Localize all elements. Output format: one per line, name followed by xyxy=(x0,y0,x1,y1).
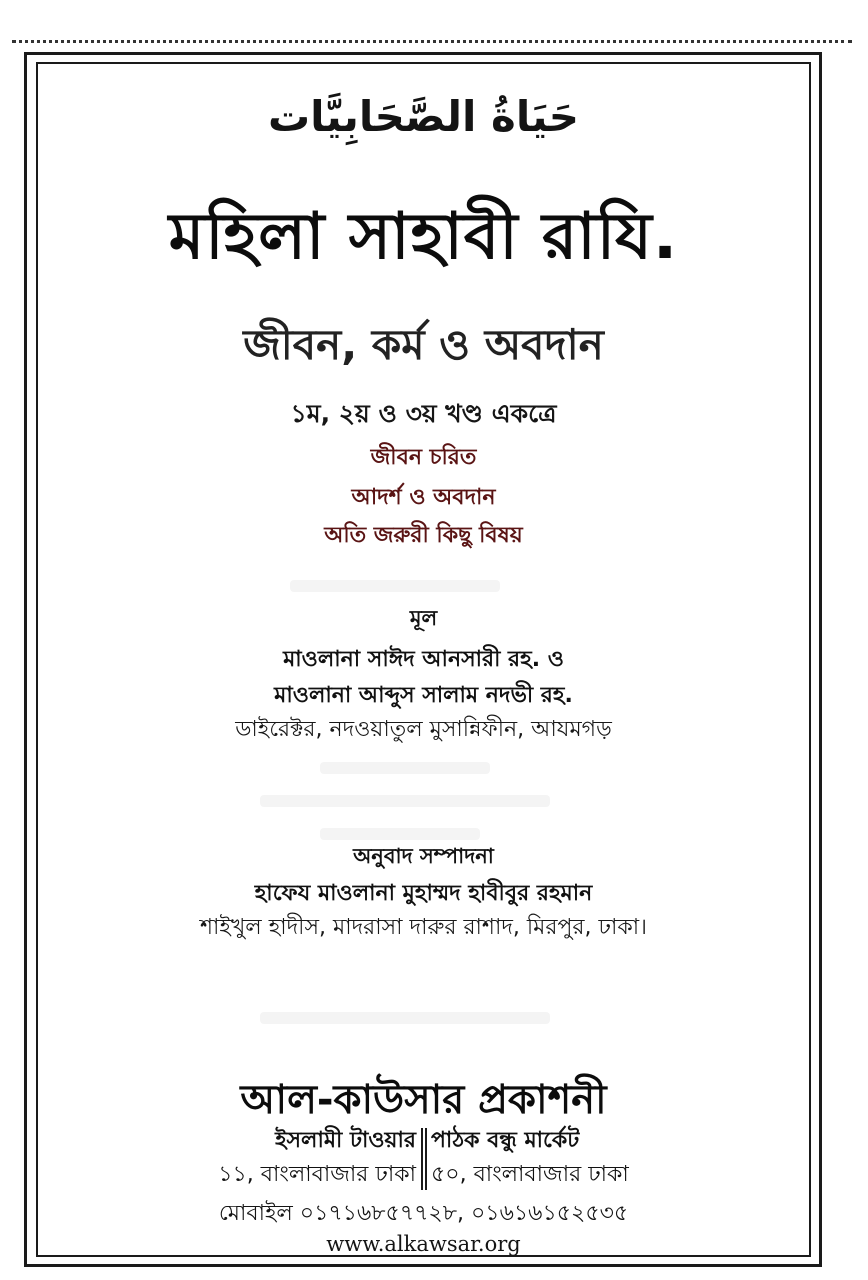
bleed-through-mark xyxy=(260,1012,550,1024)
translator-name: হাফেয মাওলানা মুহাম্মদ হাবীবুর রহমান xyxy=(254,881,593,906)
address-divider xyxy=(421,1128,427,1190)
main-title: মহিলা সাহাবী রাযি. xyxy=(168,200,679,274)
author-role: ডাইরেক্টর, নদওয়াতুল মুসান্নিফীন, আযমগড় xyxy=(235,717,612,742)
bleed-through-mark xyxy=(320,828,480,840)
original-label: মূল xyxy=(409,606,438,630)
publisher-name: আল-কাউসার প্রকাশনী xyxy=(240,1077,607,1123)
topic-item: অতি জরুরী কিছু বিষয় xyxy=(324,523,523,548)
author-name: মাওলানা আব্দুস সালাম নদভী রহ. xyxy=(274,683,573,708)
address-right-name: পাঠক বন্ধু মার্কেট xyxy=(431,1128,580,1153)
subtitle: জীবন, কর্ম ও অবদান xyxy=(243,320,604,369)
bleed-through-mark xyxy=(290,580,500,592)
author-name: মাওলানা সাঈদ আনসারী রহ. ও xyxy=(283,647,564,672)
topic-item: জীবন চরিত xyxy=(370,445,477,470)
address-left xyxy=(36,1124,416,1192)
topic-item: আদর্শ ও অবদান xyxy=(351,485,496,510)
volumes-note: ১ম, ২য় ও ৩য় খণ্ড একত্রে xyxy=(290,399,557,428)
website-link[interactable]: www.alkawsar.org xyxy=(326,1232,521,1256)
address-right xyxy=(431,1124,811,1192)
bleed-through-mark xyxy=(320,762,490,774)
bleed-through-mark xyxy=(260,795,550,807)
top-dotted-rule xyxy=(12,40,852,43)
arabic-title: حَيَاةُ الصَّحَابِيَّات xyxy=(267,92,580,141)
translation-label: অনুবাদ সম্পাদনা xyxy=(353,844,494,868)
mobile-numbers: মোবাইল ০১৭১৬৮৫৭৭২৮, ০১৬১৬১৫২৫৩৫ xyxy=(218,1201,629,1226)
address-left-name: ইসলামী টাওয়ার xyxy=(275,1128,416,1153)
translator-role: শাইখুল হাদীস, মাদরাসা দারুর রাশাদ, মিরপুর, ঢাকা। xyxy=(200,915,647,940)
publisher-addresses xyxy=(36,1124,811,1194)
address-right-street: ৫০, বাংলাবাজার ঢাকা xyxy=(431,1162,629,1187)
address-left-street: ১১, বাংলাবাজার ঢাকা xyxy=(218,1162,416,1187)
